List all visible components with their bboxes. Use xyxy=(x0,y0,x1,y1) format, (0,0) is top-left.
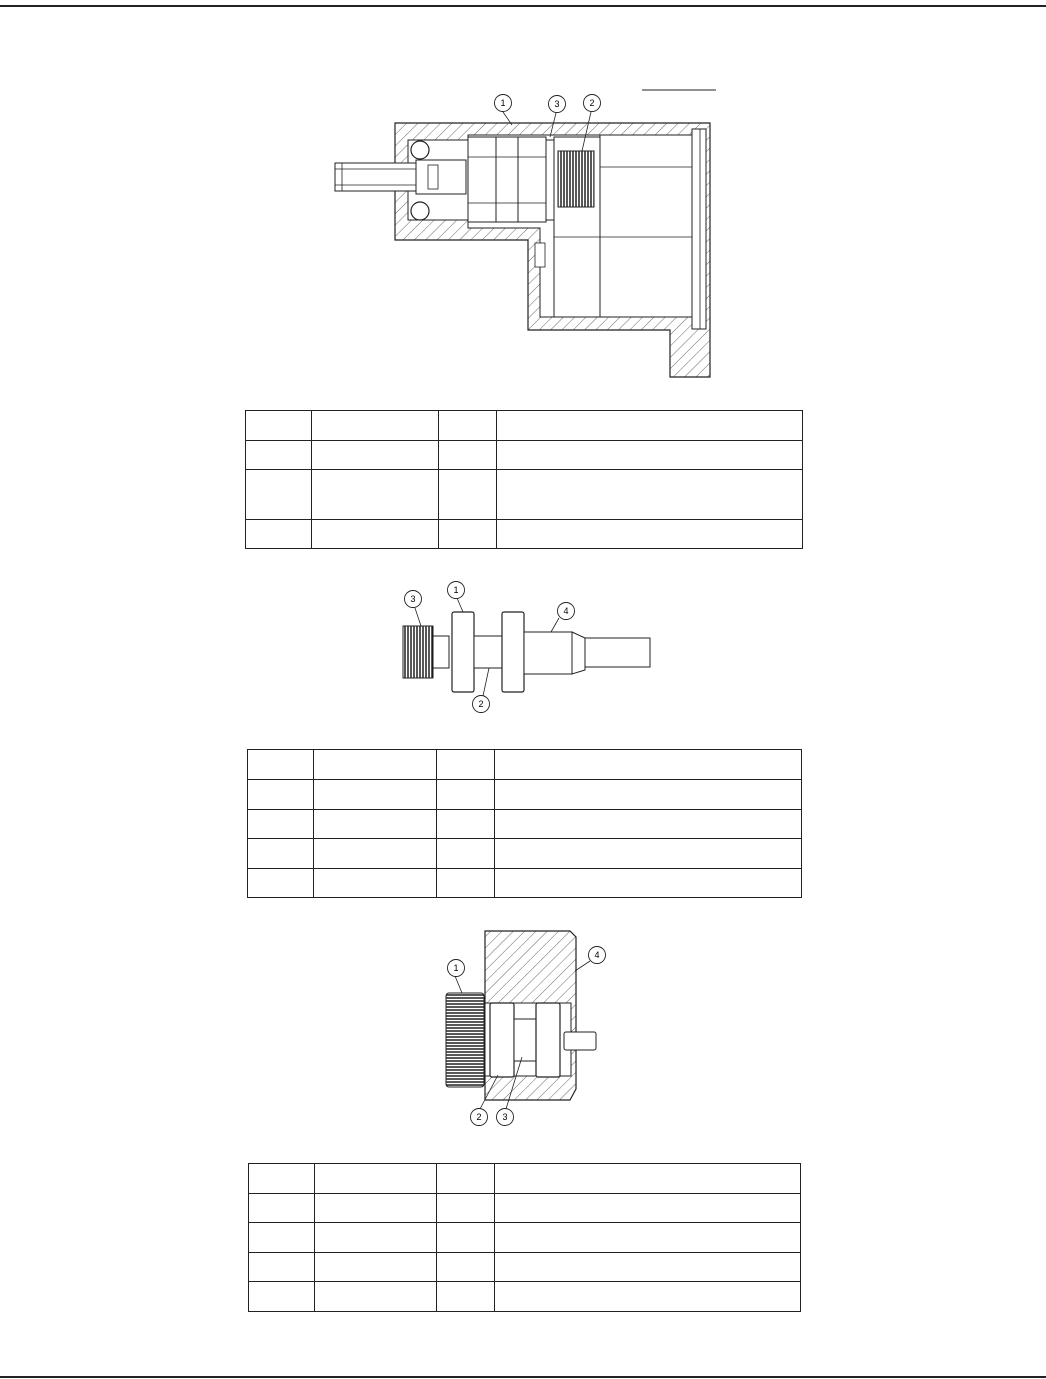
table-cell xyxy=(497,470,803,520)
parts-table-3 xyxy=(248,1163,801,1312)
table-cell xyxy=(437,1194,495,1223)
figure-2-shaft-drawing xyxy=(395,578,665,718)
table-cell xyxy=(495,810,802,839)
table-cell xyxy=(495,1223,801,1253)
table-cell xyxy=(314,839,437,869)
table-cell xyxy=(246,411,312,441)
top-rule xyxy=(0,5,1046,7)
table-cell xyxy=(437,750,495,780)
table-cell xyxy=(315,1194,437,1223)
callout-4 xyxy=(558,603,575,620)
figure-3-gear-housing-drawing xyxy=(440,925,620,1130)
table-cell xyxy=(312,411,439,441)
table-row xyxy=(248,810,802,839)
table-cell xyxy=(248,780,314,810)
table-cell xyxy=(437,1253,495,1282)
table-cell xyxy=(315,1253,437,1282)
table-cell xyxy=(437,869,495,898)
callout-3 xyxy=(405,591,422,608)
table-row xyxy=(249,1253,801,1282)
svg-text:1: 1 xyxy=(500,98,506,108)
table-cell xyxy=(314,869,437,898)
table-row xyxy=(248,750,802,780)
table-cell xyxy=(315,1164,437,1194)
svg-text:3: 3 xyxy=(410,594,416,604)
bottom-rule xyxy=(0,1376,1046,1378)
table-row xyxy=(249,1194,801,1223)
svg-text:2: 2 xyxy=(589,98,595,108)
callout-1 xyxy=(448,582,465,599)
table-cell xyxy=(495,839,802,869)
table-row xyxy=(248,780,802,810)
table-cell xyxy=(315,1282,437,1312)
table-cell xyxy=(248,750,314,780)
table-cell xyxy=(495,1282,801,1312)
svg-text:2: 2 xyxy=(478,699,484,709)
table-cell xyxy=(437,839,495,869)
table-cell xyxy=(249,1164,315,1194)
table-row xyxy=(246,470,803,520)
callout-2 xyxy=(471,1109,488,1126)
table-row xyxy=(249,1223,801,1253)
table-cell xyxy=(246,470,312,520)
table-cell xyxy=(246,441,312,470)
table-cell xyxy=(497,411,803,441)
table-cell xyxy=(439,520,497,549)
svg-text:4: 4 xyxy=(594,950,600,960)
table-cell xyxy=(312,470,439,520)
table-cell xyxy=(315,1223,437,1253)
table-cell xyxy=(439,470,497,520)
svg-text:3: 3 xyxy=(554,99,560,109)
callout-2 xyxy=(473,696,490,713)
svg-text:1: 1 xyxy=(453,963,459,973)
callout-1 xyxy=(448,960,465,977)
table-cell xyxy=(437,810,495,839)
svg-text:1: 1 xyxy=(453,585,459,595)
table-cell xyxy=(437,1223,495,1253)
svg-text:4: 4 xyxy=(563,606,569,616)
table-cell xyxy=(314,810,437,839)
table-row xyxy=(249,1282,801,1312)
parts-table-1 xyxy=(245,410,803,549)
figure-1-assembly-drawing xyxy=(320,85,730,385)
table-cell xyxy=(497,441,803,470)
svg-text:3: 3 xyxy=(502,1112,508,1122)
table-cell xyxy=(495,1194,801,1223)
table-cell xyxy=(248,839,314,869)
callout-1 xyxy=(495,95,512,112)
table-cell xyxy=(312,441,439,470)
table-cell xyxy=(495,1253,801,1282)
parts-table-2 xyxy=(247,749,802,898)
table-cell xyxy=(248,810,314,839)
table-row xyxy=(248,869,802,898)
table-cell xyxy=(437,1282,495,1312)
table-cell xyxy=(495,750,802,780)
table-cell xyxy=(437,780,495,810)
table-row xyxy=(248,839,802,869)
table-cell xyxy=(495,780,802,810)
table-cell xyxy=(314,750,437,780)
table-cell xyxy=(248,869,314,898)
table-cell xyxy=(249,1253,315,1282)
table-cell xyxy=(495,1164,801,1194)
svg-text:2: 2 xyxy=(476,1112,482,1122)
table-row xyxy=(246,411,803,441)
table-cell xyxy=(249,1194,315,1223)
table-row xyxy=(246,441,803,470)
table-cell xyxy=(495,869,802,898)
table-cell xyxy=(314,780,437,810)
table-cell xyxy=(249,1282,315,1312)
table-cell xyxy=(249,1223,315,1253)
callout-4 xyxy=(589,947,606,964)
callout-3 xyxy=(549,96,566,113)
table-cell xyxy=(312,520,439,549)
table-cell xyxy=(437,1164,495,1194)
table-cell xyxy=(439,441,497,470)
callout-2 xyxy=(584,95,601,112)
table-cell xyxy=(439,411,497,441)
table-cell xyxy=(497,520,803,549)
callout-3 xyxy=(497,1109,514,1126)
table-cell xyxy=(246,520,312,549)
table-row xyxy=(249,1164,801,1194)
table-row xyxy=(246,520,803,549)
